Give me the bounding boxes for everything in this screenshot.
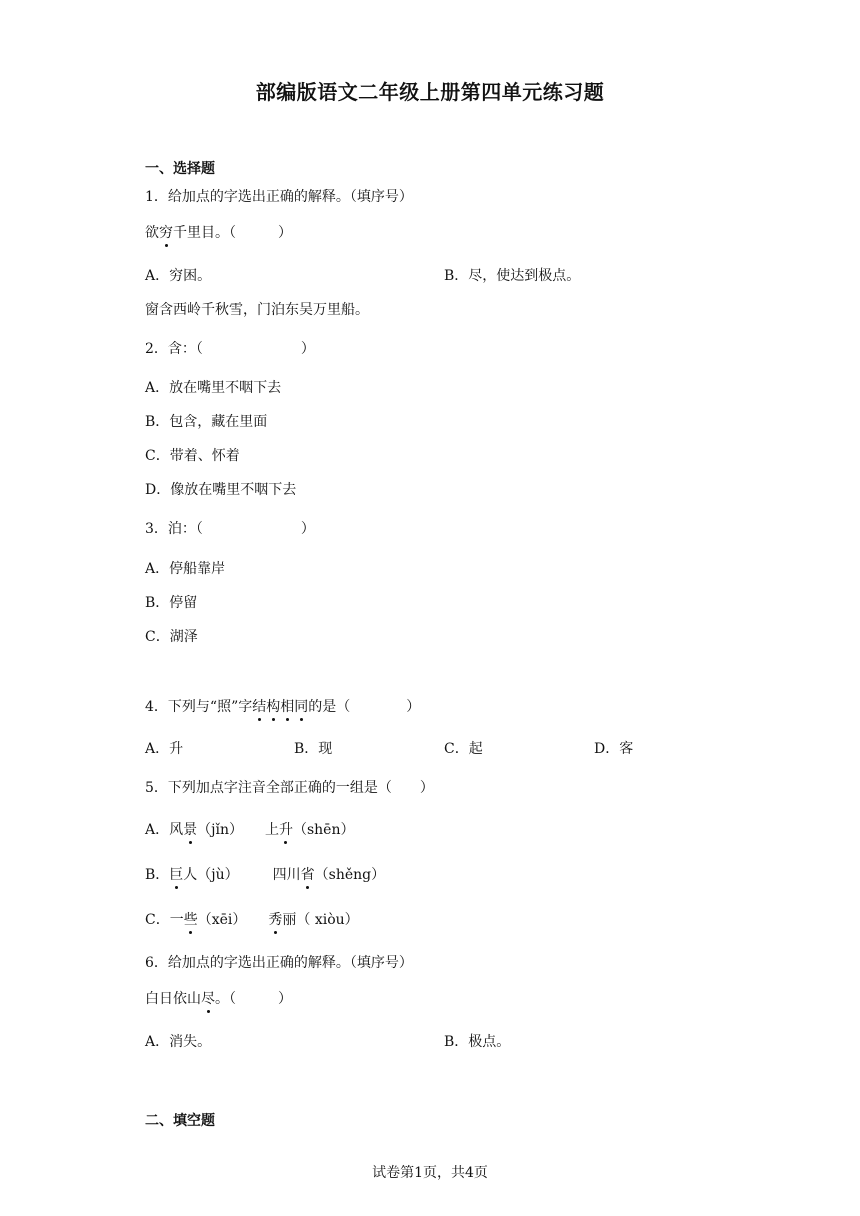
question-1-stem: 1．给加点的字选出正确的解释。（填序号） [145,189,413,205]
page-title: 部编版语文二年级上册第四单元练习题 [255,80,605,104]
q2-option-c: C．带着、怀着 [145,448,240,464]
q4-pre: 4．下列与“照”字 [145,699,253,715]
q5-c2-post: 丽 [282,912,297,928]
emphasis-char: 升 [279,819,293,839]
q1-line-post: 千里目。（ ） [173,225,292,241]
page-footer: 试卷第1页，共4页 [372,1165,488,1181]
q4-option-a: A．升 [145,741,184,757]
q5-a-label: A． [145,822,170,838]
q5-c1-pinyin: （xēi） [197,912,247,928]
q5-c1-pre: 一 [169,912,184,928]
q6-line-pre: 白日依山 [145,991,201,1007]
q4-option-b: B．现 [294,741,333,757]
section-heading-choice: 一、选择题 [145,161,215,177]
q2-option-a: A．放在嘴里不咽下去 [145,380,282,396]
emphasis-char: 结 [252,696,266,716]
q6-option-a: A．消失。 [145,1034,212,1050]
emphasis-char: 穷 [159,222,173,242]
q1-option-b: B．尽，使达到极点。 [444,268,581,284]
q3-option-c: C．湖泽 [145,629,198,645]
emphasis-char: 景 [183,819,197,839]
q4-option-c: C．起 [444,741,483,757]
emphasis-char: 同 [294,696,308,716]
q6-option-b: B．极点。 [444,1034,511,1050]
q5-b2-pinyin: （shěng） [314,867,386,883]
q5-option-b [145,864,385,884]
q6-line-post: 。（ ） [215,991,292,1007]
q5-b1-post: 人 [183,867,198,883]
emphasis-char: 相 [280,696,294,716]
q5-b1-pinyin: （jù） [197,867,239,883]
question-3-stem: 3．泊：（ ） [145,521,315,537]
q5-b-label: B． [145,867,170,883]
question-5-stem: 5．下列加点字注音全部正确的一组是（ ） [145,780,434,796]
q4-option-d: D．客 [594,741,634,757]
q5-option-c [145,909,359,929]
q5-a1-pinyin: （jǐn） [197,822,243,838]
q4-post: 的是（ ） [308,699,421,715]
question-1-line [145,222,292,242]
question-2-stem: 2．含：（ ） [145,341,315,357]
poem-line: 窗含西岭千秋雪，门泊东吴万里船。 [145,302,369,318]
q3-option-a: A．停船靠岸 [145,561,226,577]
emphasis-char: 些 [184,909,198,929]
emphasis-char: 构 [266,696,280,716]
question-6-stem: 6．给加点的字选出正确的解释。（填序号） [145,955,413,971]
q3-option-b: B．停留 [145,595,198,611]
emphasis-char: 省 [301,864,315,884]
q5-a1-pre: 风 [169,822,184,838]
q5-a2-pre: 上 [264,822,279,838]
question-4-stem [145,696,420,716]
emphasis-char: 巨 [169,864,183,884]
q5-c2-pinyin: （ xiòu） [296,912,359,928]
q2-option-d: D．像放在嘴里不咽下去 [145,482,297,498]
q5-b2-pre: 四川 [272,867,301,883]
q5-option-a [145,819,354,839]
q1-line-pre: 欲 [145,225,159,241]
emphasis-char: 秀 [268,909,282,929]
question-6-line [145,988,292,1008]
q5-c-label: C． [145,912,170,928]
q5-a2-pinyin: （shēn） [292,822,355,838]
emphasis-char: 尽 [201,988,215,1008]
q2-option-b: B．包含，藏在里面 [145,414,268,430]
section-heading-fill: 二、填空题 [145,1113,215,1129]
q1-option-a: A．穷困。 [145,268,212,284]
